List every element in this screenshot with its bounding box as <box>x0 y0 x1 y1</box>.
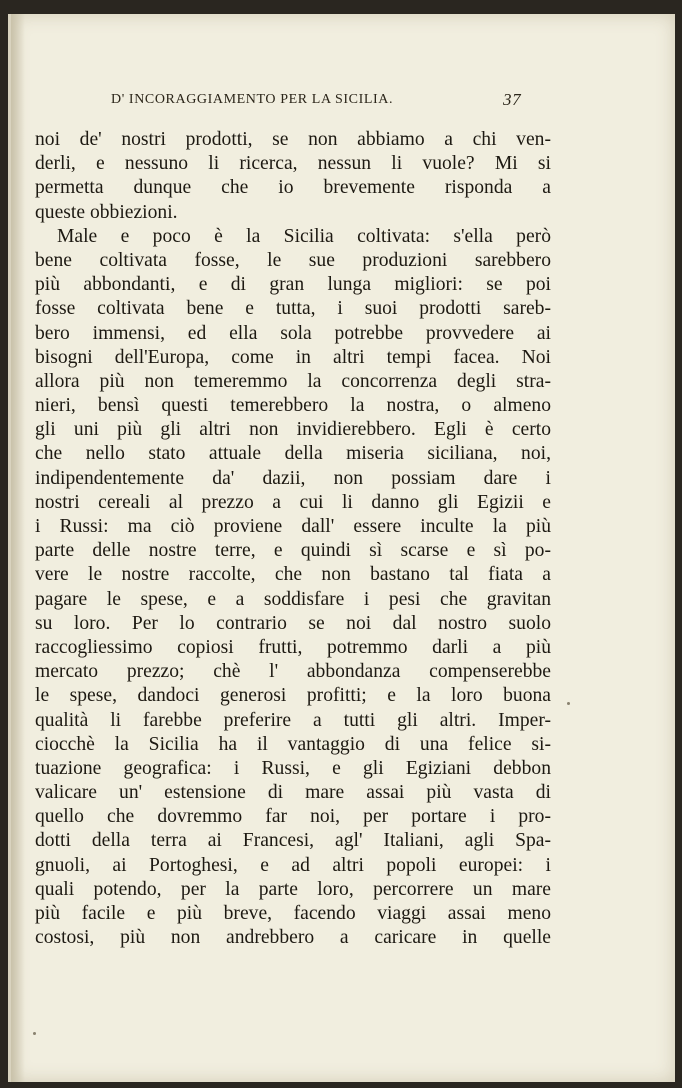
text-line: permetta dunque che io brevemente risponda a <box>35 177 551 199</box>
text-line: quello che dovremmo far noi, per portare i pro- <box>35 806 551 828</box>
text-line: nostri cereali al prezzo a cui li danno gli Egizii e <box>35 491 551 513</box>
page-number: 37 <box>503 90 522 109</box>
running-header <box>111 92 551 116</box>
text-line: bene coltivata fosse, le sue produzioni sarebbero <box>35 249 551 271</box>
text-line: su loro. Per lo contrario se noi dal nostro suolo <box>35 612 551 634</box>
text-line: parte delle nostre terre, e quindi sì scarse e sì po- <box>35 540 551 562</box>
text-line: nieri, bensì questi temerebbero la nostra, o almeno <box>35 395 551 417</box>
text-line: ciocchè la Sicilia ha il vantaggio di una felice si- <box>35 733 551 755</box>
text-line: gli uni più gli altri non invidierebbero. Egli è certo <box>35 419 551 441</box>
text-line: vere le nostre raccolte, che non bastano tal fiata a <box>35 564 551 586</box>
text-line: mercato prezzo; chè l' abbondanza compenserebbe <box>35 661 551 683</box>
text-line: quali potendo, per la parte loro, percorrere un mare <box>35 878 551 900</box>
text-line: i Russi: ma ciò proviene dall' essere inculte la più <box>35 516 551 537</box>
page-gutter <box>11 14 25 1082</box>
text-line: le spese, dandoci generosi profitti; e la loro buona <box>35 685 551 707</box>
paper-speck <box>33 1032 36 1035</box>
text-line: allora più non temeremmo la concorrenza degli stra- <box>35 370 551 392</box>
text-line: bero immensi, ed ella sola potrebbe provvedere ai <box>35 322 551 344</box>
book-page <box>8 14 675 1082</box>
text-line: gnuoli, ai Portoghesi, e ad altri popoli europei: i <box>35 854 551 876</box>
text-line: bisogni dell'Europa, come in altri tempi facea. Noi <box>35 346 551 368</box>
text-line: qualità li farebbe preferire a tutti gli altri. Imper- <box>35 709 551 731</box>
text-line: che nello stato attuale della miseria siciliana, noi, <box>35 443 551 465</box>
body-text <box>35 128 551 950</box>
text-line: valicare un' estensione di mare assai più vasta di <box>35 782 551 804</box>
running-title: D' INCORAGGIAMENTO PER LA SICILIA. <box>111 92 394 107</box>
text-line: Male e poco è la Sicilia coltivata: s'ella però <box>57 225 551 247</box>
text-line: pagare le spese, e a soddisfare i pesi che gravitan <box>35 588 551 610</box>
text-line: tuazione geografica: i Russi, e gli Egiziani debbon <box>35 757 551 779</box>
text-line: fosse coltivata bene e tutta, i suoi prodotti sareb- <box>35 298 551 320</box>
text-line: costosi, più non andrebbero a caricare in quelle <box>35 927 551 949</box>
text-line: queste obbiezioni. <box>35 201 178 223</box>
text-line: noi de' nostri prodotti, se non abbiamo a chi ven- <box>35 129 551 150</box>
text-line: indipendentemente da' dazii, non possiam dare i <box>35 467 551 489</box>
paper-speck <box>567 702 570 705</box>
text-line: dotti della terra ai Francesi, agl' Italiani, agli Spa- <box>35 830 551 852</box>
text-line: raccogliessimo copiosi frutti, potremmo darli a più <box>35 636 551 658</box>
text-line: più facile e più breve, facendo viaggi assai meno <box>35 903 551 924</box>
text-line: derli, e nessuno li ricerca, nessun li vuole? Mi si <box>35 153 551 175</box>
text-line: più abbondanti, e di gran lunga migliori: se poi <box>35 274 551 296</box>
